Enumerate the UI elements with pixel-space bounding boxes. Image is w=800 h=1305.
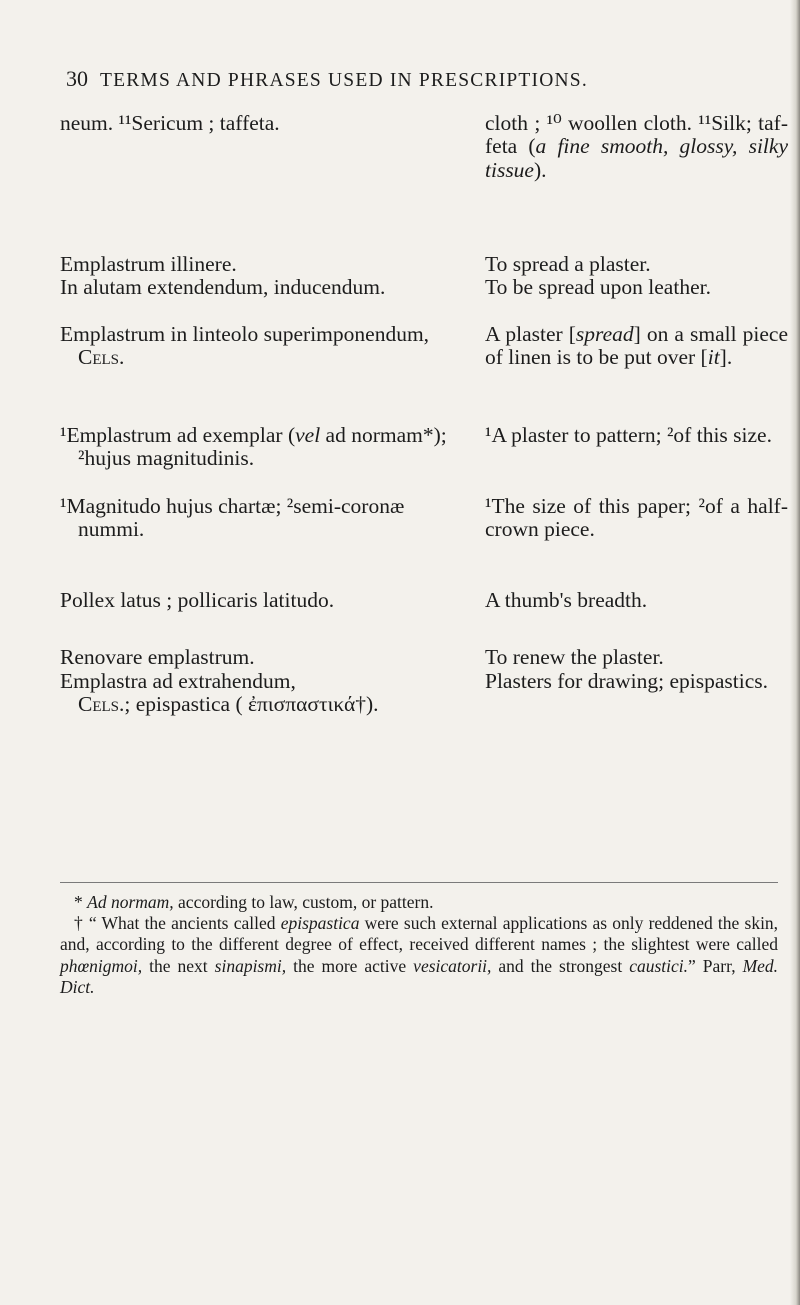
latin-entry-emplastrum-illinere: Emplastrum illinere. [60,252,237,276]
footnote-ad-normam [60,892,778,913]
english-entry-spread-plaster: To spread a plaster. [485,252,651,276]
english-entry-spread-leather: To be spread upon leather. [485,275,711,299]
author-cels: Cels. [78,345,125,370]
footnote-text: according to law, custom, or pattern. [178,892,434,912]
page-header [66,66,756,92]
latin-text: Emplastra ad extrahendum, [60,669,296,693]
latin-entry-pollex: Pollex latus ; pollicaris latitudo. [60,588,335,612]
footnote-term: Ad normam, [87,892,174,912]
footnote-mark: * [74,892,83,912]
page-edge-shadow [790,0,800,1305]
english-entry-thumb: A thumb's breadth. [485,588,648,612]
english-entry-silk: cloth ; ¹⁰ woollen cloth. ¹¹Silk; taffeta (a fine smooth, glossy, silky tissue). [485,111,788,182]
english-entry-drawing: Plasters for drawing; epispastics. [485,669,769,693]
latin-text-greek: ; epispastica ( ἐπισπαστικά†). [124,692,379,717]
latin-entry-magnitudo: ¹Magnitudo hujus chartæ; ²semi-coronæ nummi. [60,494,405,542]
english-entry-renew: To renew the plaster. [485,645,664,669]
footnote-mark: † [74,913,84,934]
latin-entry-sericum: neum. ¹¹Sericum ; taffeta. [60,111,280,135]
footnotes [60,892,778,998]
english-entry-size-paper: ¹The size of this paper; ²of a half-crown piece. [485,494,788,542]
english-entry-plaster-linen: A plaster [spread] on a small piece of linen is to be put over [it]. [485,322,788,370]
latin-entry-emplastrum-linteolo [60,323,470,370]
footnote-source: Med. Dict. [60,955,779,997]
latin-entry-emplastra-extrahendum [60,670,470,717]
english-entry-pattern: ¹A plaster to pattern; ²of this size. [485,423,772,447]
latin-entry-in-alutam: In alutam extendendum, inducendum. [60,275,386,299]
page-number: 30 [66,66,88,91]
latin-entry-renovare: Renovare emplastrum. [60,645,255,669]
latin-text: Emplastrum in linteolo superimponendum, [60,322,430,346]
footnote-divider [60,882,778,883]
latin-entry-ad-exemplar: ¹Emplastrum ad exemplar (vel ad normam*); ²hujus magnitudinis. [60,423,447,471]
author-cels: Cels. [78,692,125,717]
footnote-epispastica: † “ What the ancients called epispastica were such external applications as only reddened the skin, and, according to the different degree of effect, received different names ; the slightest were called phœnigmoi, the next sinapismi, the more active vesicatorii, and the strongest caustici.” Parr, Med. Dict. [60,913,779,997]
running-title: TERMS AND PHRASES USED IN PRESCRIPTIONS. [100,70,588,91]
